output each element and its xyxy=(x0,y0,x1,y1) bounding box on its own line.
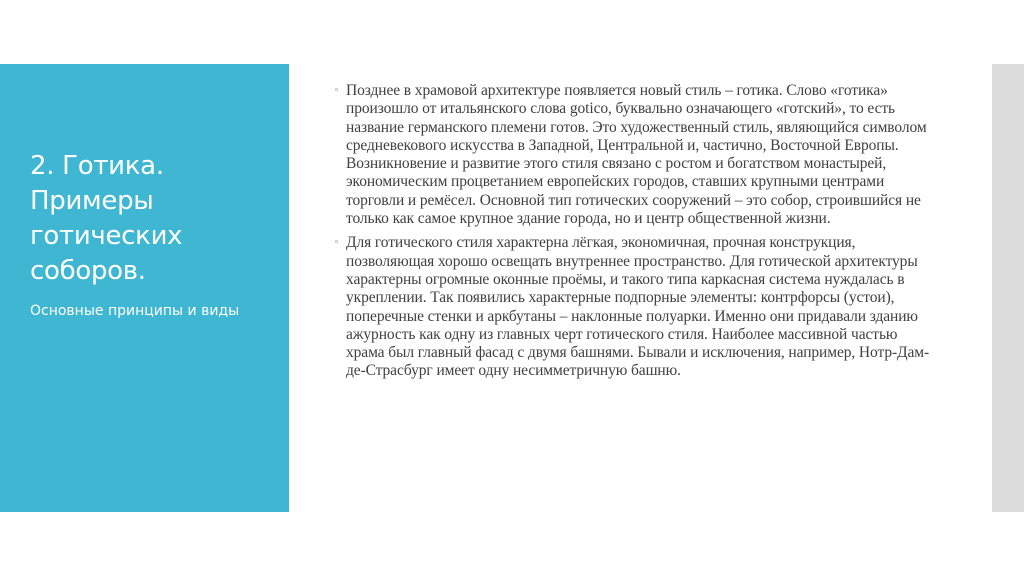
slide-subtitle: Основные принципы и виды xyxy=(30,303,240,319)
bullet-icon: ◦ xyxy=(334,86,340,96)
bullet-text: Позднее в храмовой архитектуре появляется новый стиль – готика. Слово «готика» произошло от итальянского слова gotico, буквально означающего «готский», то есть название германского племени готов. Это художественный стиль, являющийся символом средневекового искусства в Западной, Центральной и, частично, Восточной Европы. Возникновение и развитие этого стиля связано с ростом и богатством монастырей, экономическим процветанием европейских городов, ставших крупными центрами торговли и ремёсел. Основной тип готических сооружений – это собор, строившийся не только как самое крупное здание города, но и центр общественной жизни. xyxy=(346,82,927,228)
side-strip xyxy=(992,64,1024,512)
bullet-item xyxy=(334,82,934,228)
slide-title: 2. Готика. Примеры готических соборов. xyxy=(30,151,183,286)
bullet-text: Для готического стиля характерна лёгкая, экономичная, прочная конструкция, позволяющая хорошо освещать внутреннее пространство. Для готической архитектуры характерны огромные оконные проёмы, и такого типа каркасная система нуждалась в укреплении. Так появились характерные подпорные элементы: контрфорсы (устои), поперечные стенки и аркбутаны – наклонные полуарки. Именно они придавали зданию ажурность как одну из главных черт готического стиля. Наиболее массивной частью храма был главный фасад с двумя башнями. Бывали и исключения, например, Нотр-Дам-де-Страсбург имеет одну несимметричную башню. xyxy=(346,234,930,380)
content-area xyxy=(334,82,934,387)
bullet-item xyxy=(334,234,934,380)
bullet-icon: ◦ xyxy=(334,238,340,249)
